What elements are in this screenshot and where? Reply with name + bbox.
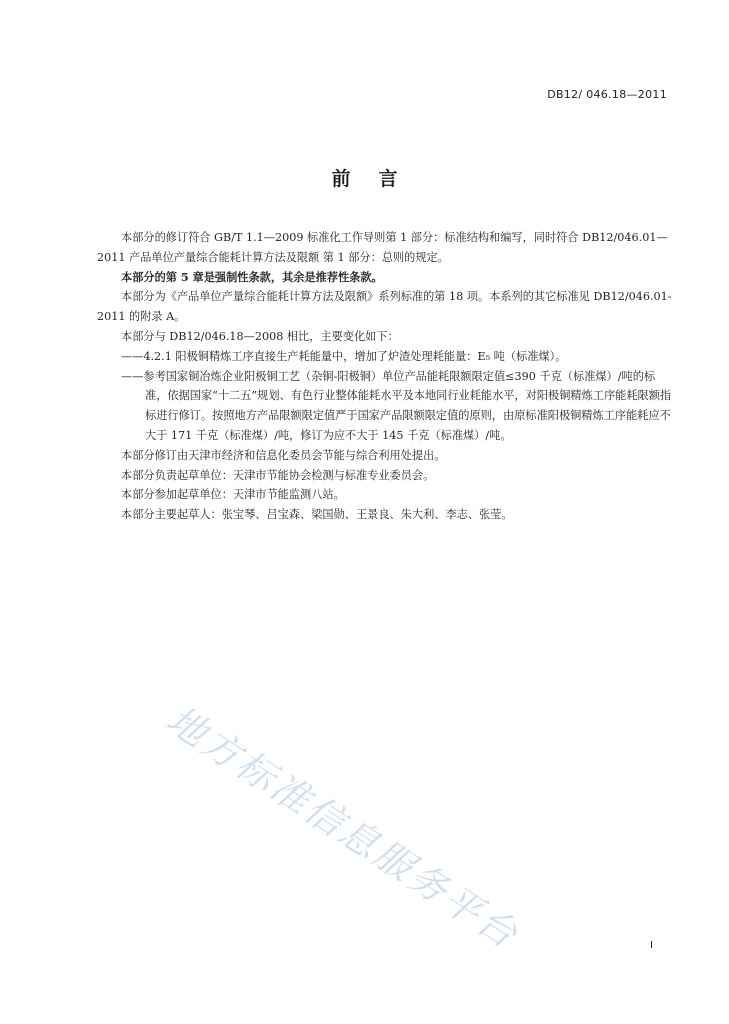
list-item-change-1: ——4.2.1 阳极铜精炼工序直接生产耗能量中，增加了炉渣处理耗能量：E₅ 吨（标准煤）。 (121, 349, 567, 363)
paragraph-changes-intro: 本部分与 DB12/046.18—2008 相比，主要变化如下： (121, 329, 399, 343)
paragraph-series-info: 本部分为《产品单位产量综合能耗计算方法及限额》系列标准的第 18 项。本系列的其它标准见 DB12/046.01-2011 的附录 A。 (97, 290, 672, 324)
paragraph-lead-drafter: 本部分负责起草单位：天津市节能协会检测与标准专业委员会。 (121, 468, 435, 482)
page-title (0, 164, 729, 191)
list-item-change-2: ——参考国家铜冶炼企业阳极铜工艺（杂铜-阳极铜）单位产品能耗限额限定值≤390 千克（标准煤）/吨的标准，依据国家“十二五”规划、有色行业整体能耗水平及本地同行业耗能水平，对阳极铜精炼工序能耗限额指标进行修订。按照地方产品限额限定值严于国家产品限额限定值的原则，由原标准阳极铜精炼工序能耗应不大于 171 千克（标准煤）/吨，修订为应不大于 145 千克（标准煤）/吨。 (121, 369, 672, 442)
watermark-text: 地方标准信息服务平台 (159, 697, 527, 958)
page-number: I (650, 940, 653, 951)
paragraph-drafters: 本部分主要起草人：张宝琴、吕宝森、梁国勋、王景良、朱大利、李志、张莹。 (121, 508, 513, 522)
paragraph-proposer: 本部分修订由天津市经济和信息化委员会节能与综合利用处提出。 (121, 448, 446, 462)
paragraph-mandatory-clause: 本部分的第 5 章是强制性条款，其余是推荐性条款。 (121, 269, 383, 284)
title-char-1: 前 (331, 168, 351, 190)
document-code: DB12/ 046.18—2011 (547, 88, 667, 101)
paragraph-participating-drafter: 本部分参加起草单位：天津市节能监测八站。 (121, 488, 345, 502)
foreword-body (97, 228, 672, 525)
paragraph-drafting-rules: 本部分的修订符合 GB/T 1.1—2009 标准化工作导则第 1 部分：标准结构和编写，同时符合 DB12/046.01—2011 产品单位产量综合能耗计算方法及限额 第 1 部分：总则的规定。 (97, 231, 668, 264)
title-char-2: 言 (378, 168, 398, 190)
